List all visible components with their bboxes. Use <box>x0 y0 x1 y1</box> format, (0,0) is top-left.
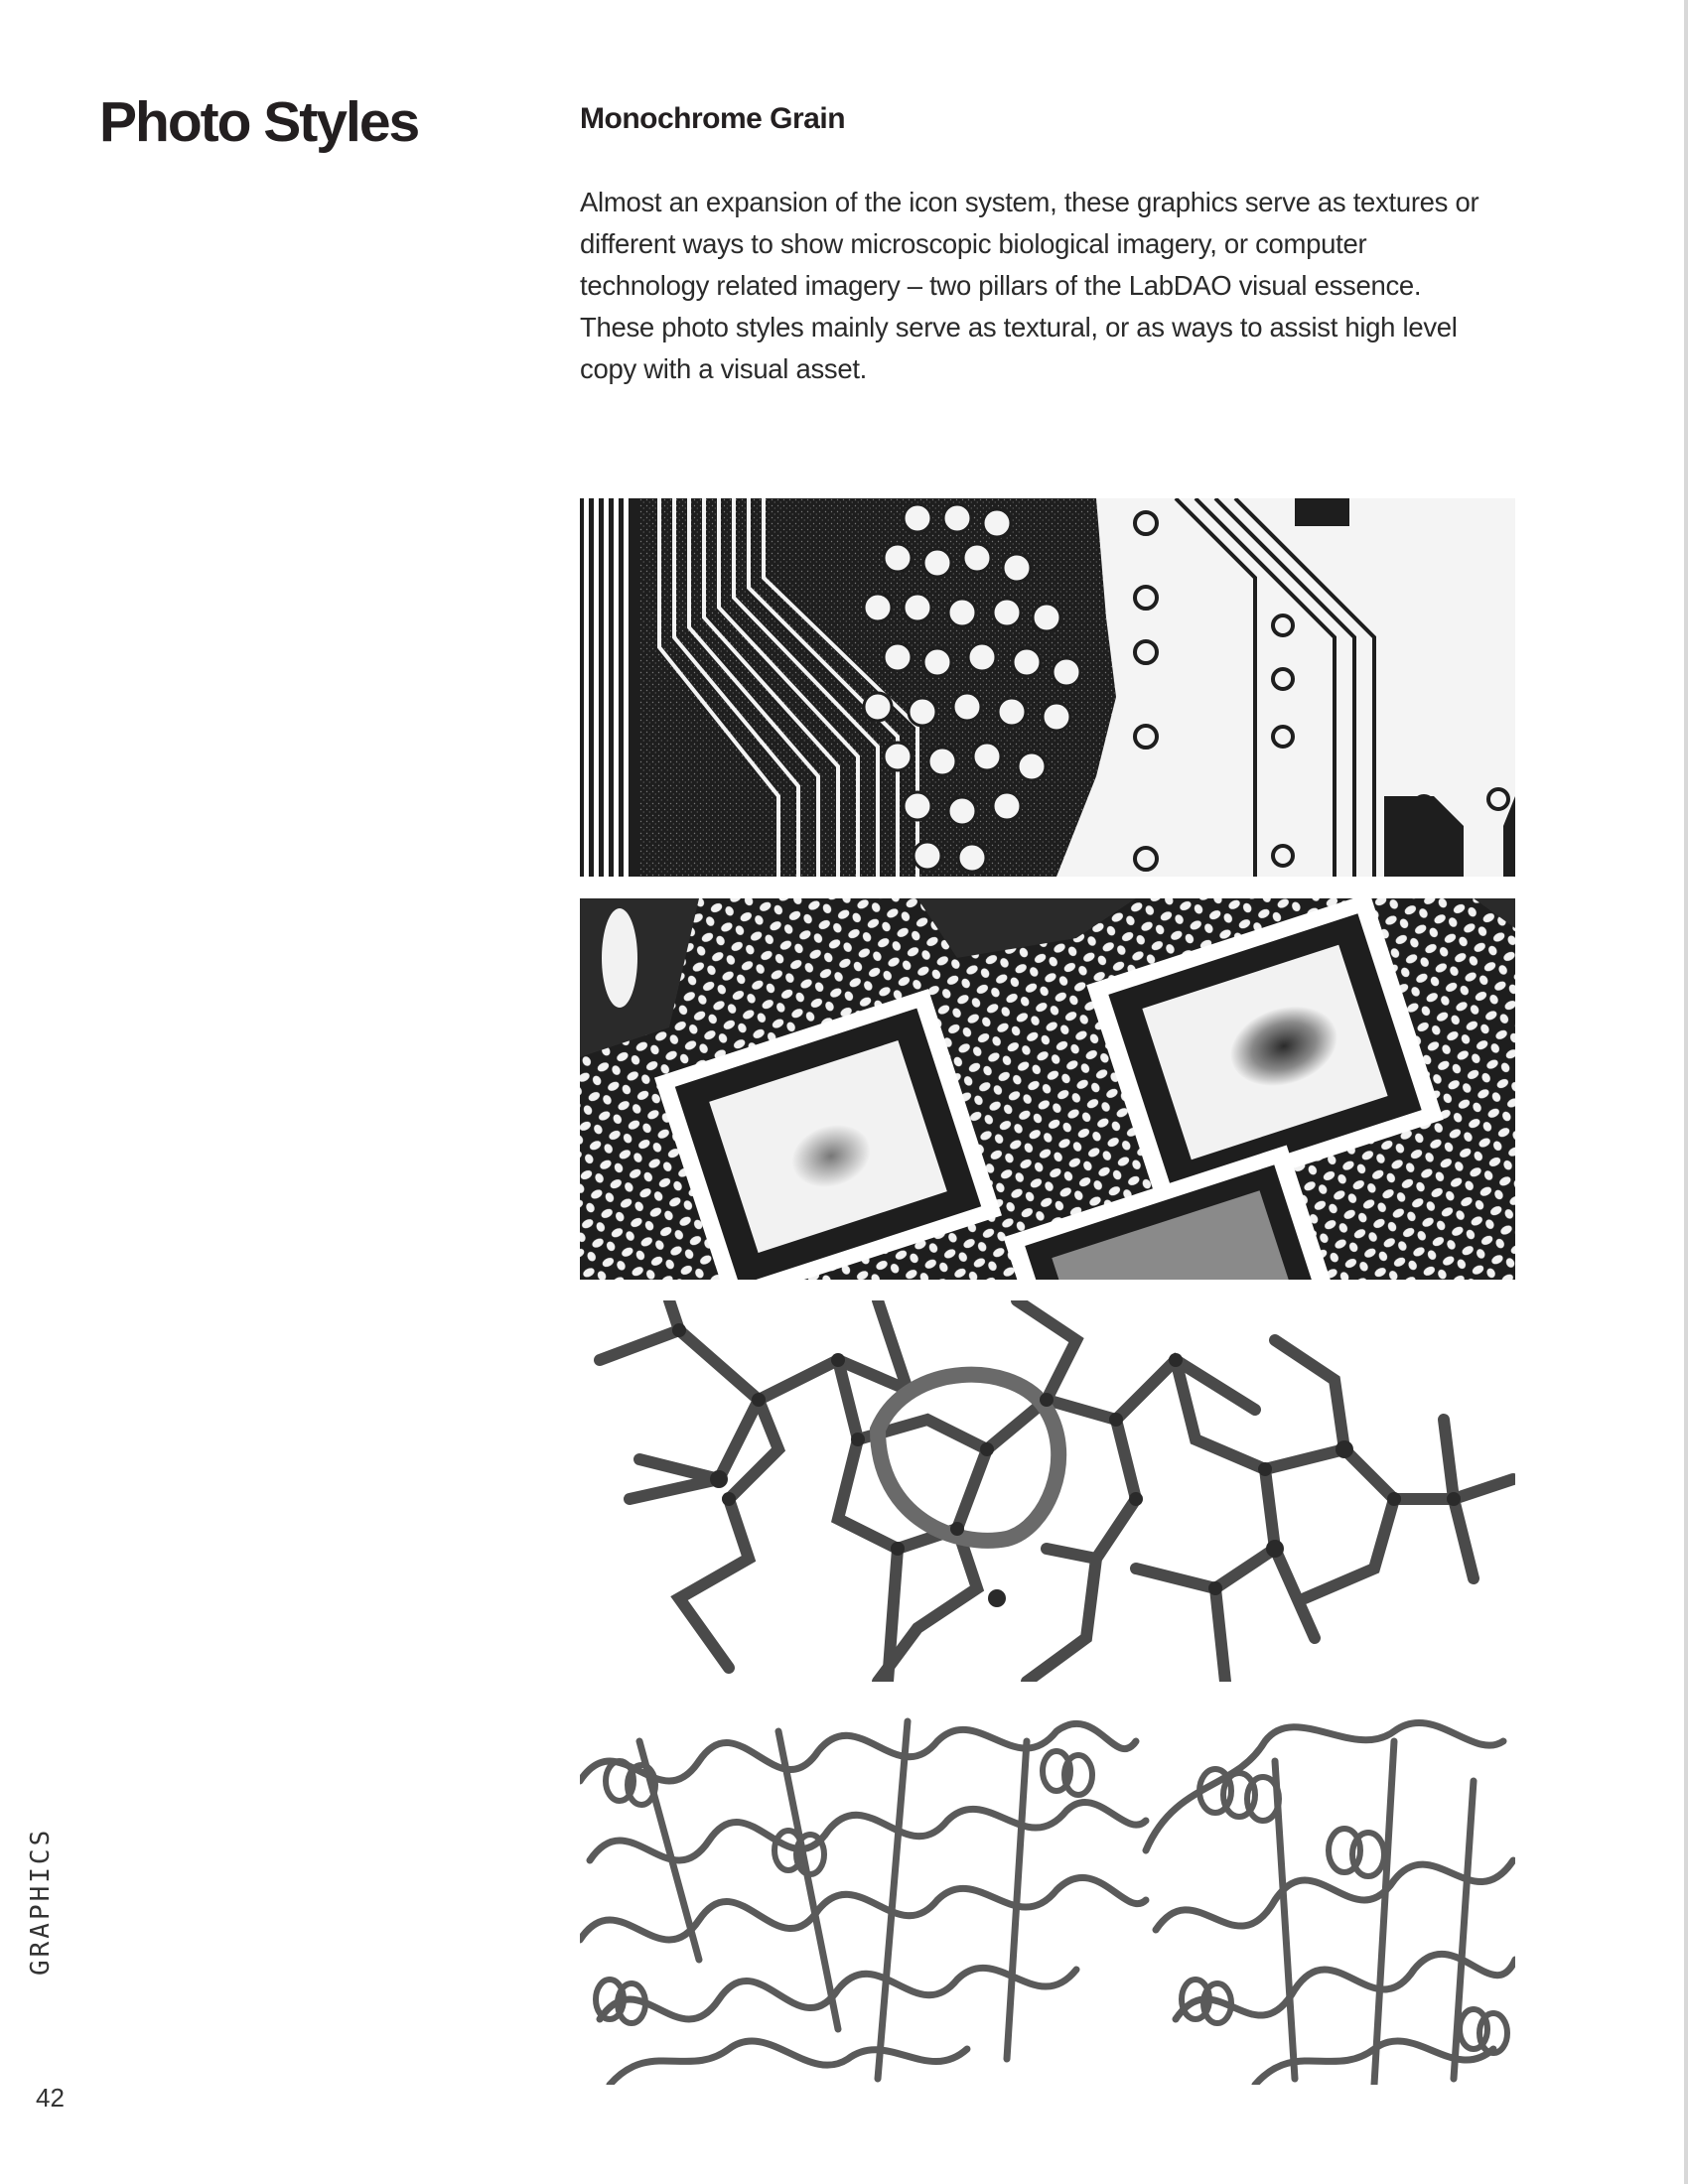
photo-molecule <box>580 1300 1515 1682</box>
microchip-image <box>580 898 1515 1280</box>
protein-ribbons-image <box>580 1702 1515 2085</box>
circuit-board-image <box>580 498 1515 877</box>
photo-microchip <box>580 898 1515 1280</box>
side-label-text: GRAPHICS <box>26 1827 56 1976</box>
page-edge <box>1684 0 1688 2184</box>
photo-protein-ribbons <box>580 1702 1515 2085</box>
page-title: Photo Styles <box>99 90 419 154</box>
photo-circuit-board <box>580 498 1515 877</box>
molecule-image <box>580 1300 1515 1682</box>
body-copy: Almost an expansion of the icon system, these graphics serve as textures or different ways to show microscopic biological imagery, or computer technology related imagery – two pillars of the LabDAO visual essence. These photo styles mainly serve as textural, or as ways to assist high level copy with a visual asset. <box>580 187 1479 384</box>
section-title: Monochrome Grain <box>580 102 846 135</box>
page-number: 42 <box>36 2083 65 2113</box>
